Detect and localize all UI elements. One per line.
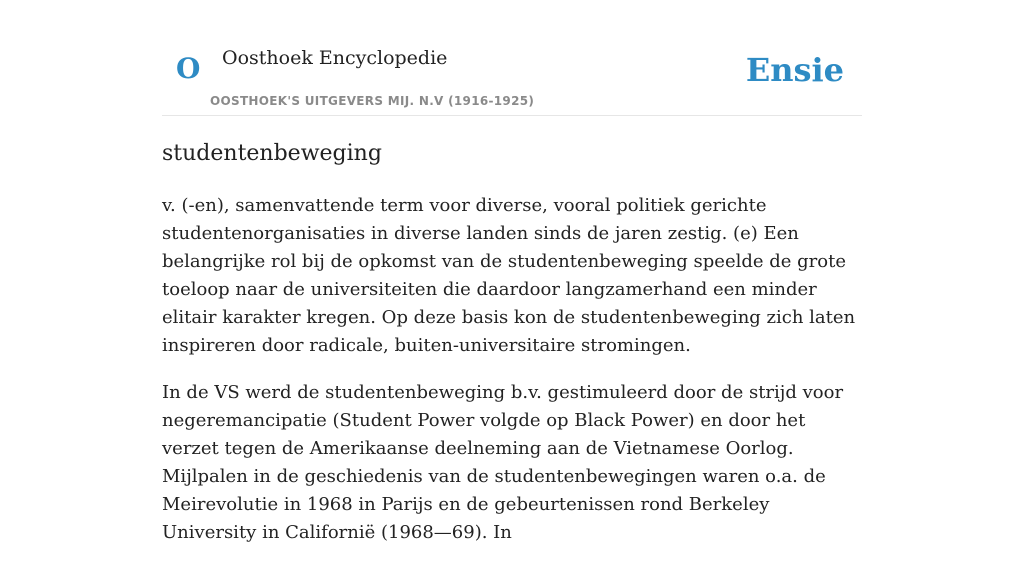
entry-paragraph: v. (-en), samenvattende term voor diverse, vooral politiek gerichte studentenorganisaties in diverse landen sinds de jaren zestig. (e) Een belangrijke rol bij de opkomst van de studentenbeweging speelde de grote toeloop naar de universiteiten die daardoor langzamerhand een minder elitair karakter kregen. Op deze basis kon de studentenbeweging zich laten inspireren door radicale, buiten-universitaire stromingen. (162, 195, 856, 356)
entry-body (162, 192, 862, 566)
publisher-subtitle: OOSTHOEK'S UITGEVERS MIJ. N.V (1916-1925) (210, 94, 535, 108)
site-logo-letter[interactable]: O (176, 52, 201, 85)
brand-logo[interactable]: Ensie (745, 51, 844, 89)
entry-title: studentenbeweging (162, 141, 382, 166)
entry-paragraph: In de VS werd de studentenbeweging b.v. gestimuleerd door de strijd voor negeremancipatie (Student Power volgde op Black Power) en door het verzet tegen de Amerikaanse deelneming aan de Vietnamese Oorlog. Mijlpalen in de geschiedenis van de studentenbewegingen waren o.a. de Meirevolutie in 1968 in Parijs en de gebeurtenissen rond Berkeley University in Californië (1968—69). In (162, 382, 844, 543)
site-title[interactable]: Oosthoek Encyclopedie (222, 47, 448, 69)
site-header (162, 0, 862, 116)
